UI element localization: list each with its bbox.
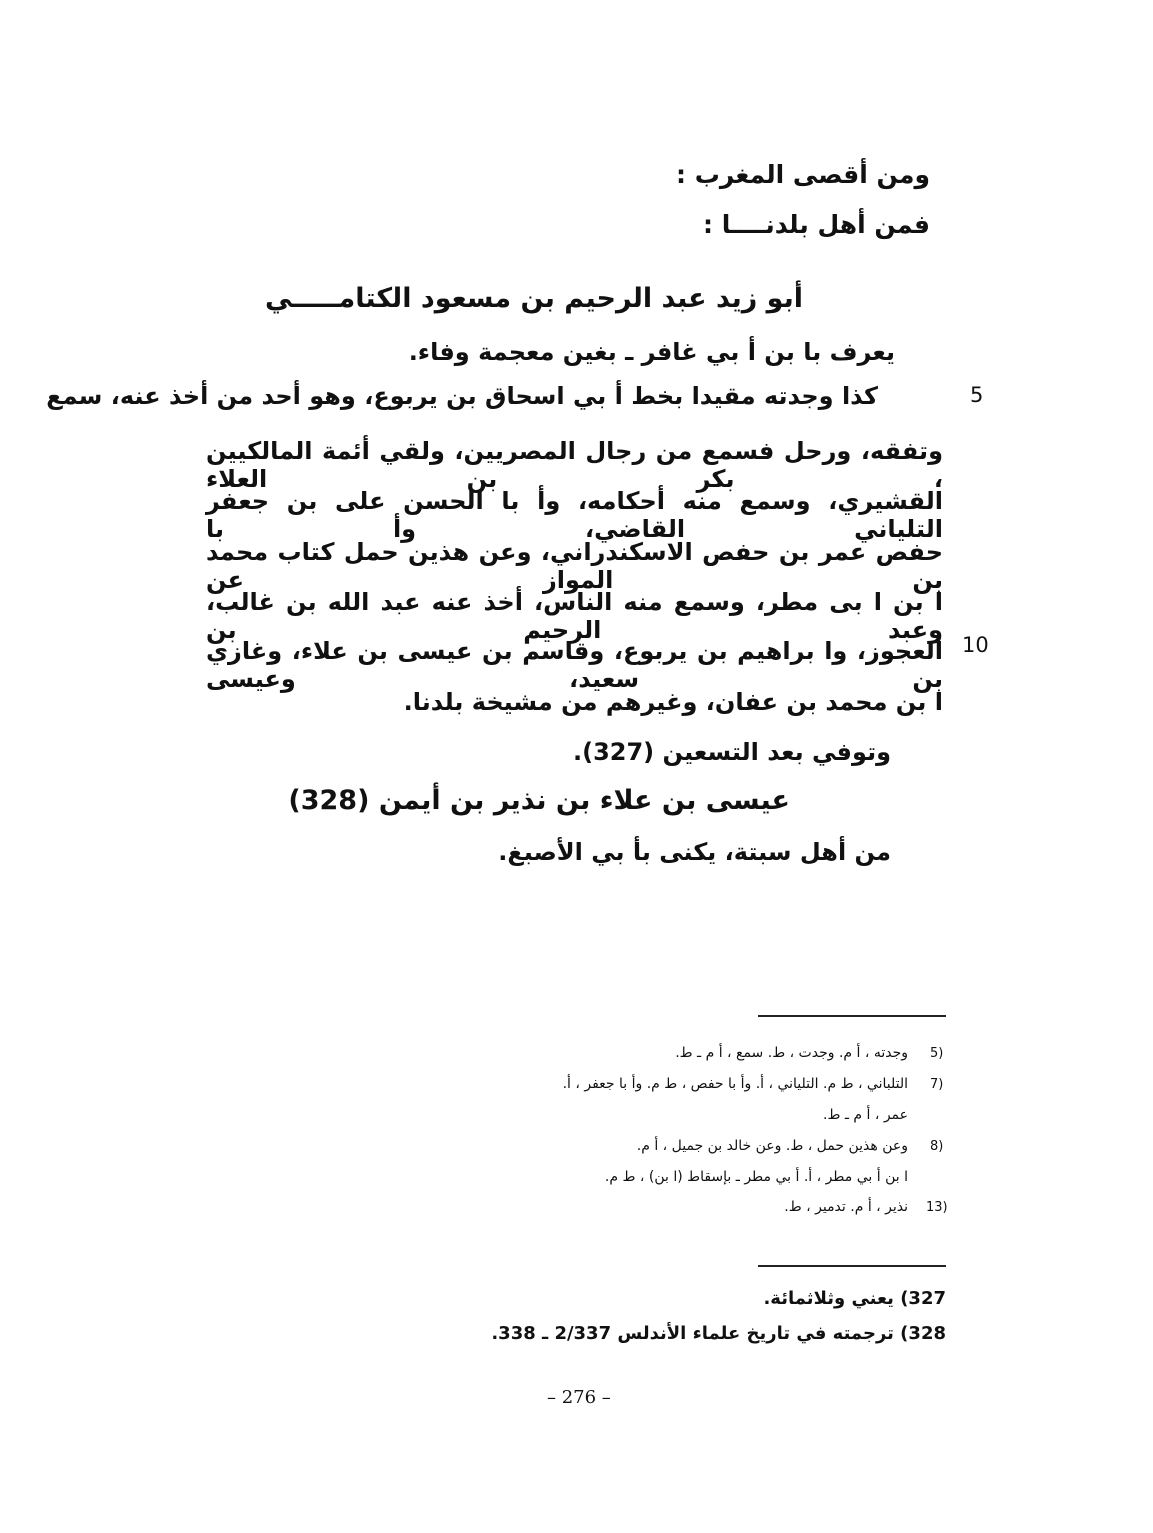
variant-note-number: 8): [930, 1139, 944, 1154]
body-line-7: ا بن محمد بن عفان، وغيرهم من مشيخة بلدنا.: [403, 688, 943, 716]
line-number-5: 5: [970, 383, 984, 407]
variant-note-continuation: ا بن أ بي مطر ، أ. أ بي مطر ـ بإسقاط (ا بن) ، ط م.: [604, 1169, 908, 1185]
body-line-2: وتفقه، ورحل فسمع من رجال المصريين، ولقي أئمة المالكيين ، بكر بن العلاء: [206, 437, 943, 493]
section-heading-our-town: فمن أهل بلدنــــا :: [703, 210, 930, 239]
variant-note-number: 5): [930, 1046, 944, 1061]
footnotes-separator-rule: [758, 1265, 946, 1267]
variant-note: وجدته ، أ م. وجدت ، ط. سمع ، أ م ـ ط.: [675, 1045, 908, 1061]
variant-note-number: 7): [930, 1077, 944, 1092]
body-line-4: حفص عمر بن حفص الاسكندراني، وعن هذين حمل كتاب محمد بن المواز عن: [206, 538, 943, 594]
entry-intro-isa: من أهل سبتة، يكنى بأ بي الأصبغ.: [498, 838, 891, 866]
entry-intro-abu-zayd: يعرف با بن أ بي غافر ـ بغين معجمة وفاء.: [408, 338, 895, 366]
entry-title-abu-zayd: أبو زيد عبد الرحيم بن مسعود الكتامـــــي: [265, 283, 803, 314]
footnote-327: 327) يعني وثلاثمائة.: [763, 1288, 946, 1309]
body-line-3: القشيري، وسمع منه أحكامه، وأ با الحسن على بن جعفر التلياني القاضي، وأ با: [206, 487, 943, 543]
body-line-1: كذا وجدته مقيدا بخط أ بي اسحاق بن يربوع، وهو أحد من أخذ عنه، سمع: [46, 382, 878, 410]
variant-note: وعن هذين حمل ، ط. وعن خالد بن جميل ، أ م.: [636, 1138, 908, 1154]
page-number: – 276 –: [547, 1387, 611, 1408]
variant-note: التلباني ، ط م. التلياني ، أ. وأ با حفص ، ط م. وأ با جعفر ، أ.: [562, 1076, 908, 1092]
body-line-5: ا بن ا بى مطر، وسمع منه الناس، أخذ عنه عبد الله بن غالب، وعبد الرحيم بن: [206, 588, 943, 644]
variant-note: نذير ، أ م. تدمير ، ط.: [784, 1199, 908, 1215]
entry-title-isa: عيسى بن علاء بن نذير بن أيمن (328): [288, 785, 790, 816]
body-line-6: العجوز، وا براهيم بن يربوع، وقاسم بن عيسى بن علاء، وغازي بن سعيد، وعيسى: [206, 637, 943, 693]
section-heading-far-maghreb: ومن أقصى المغرب :: [676, 160, 930, 189]
footnote-328: 328) ترجمته في تاريخ علماء الأندلس 2/337 ـ 338.: [491, 1323, 946, 1344]
notes-separator-rule: [758, 1015, 946, 1017]
body-death-line: وتوفي بعد التسعين (327).: [572, 738, 891, 766]
line-number-10: 10: [962, 633, 989, 657]
variant-note-continuation: عمر ، أ م ـ ط.: [823, 1107, 908, 1123]
variant-note-number: 13): [926, 1200, 948, 1215]
